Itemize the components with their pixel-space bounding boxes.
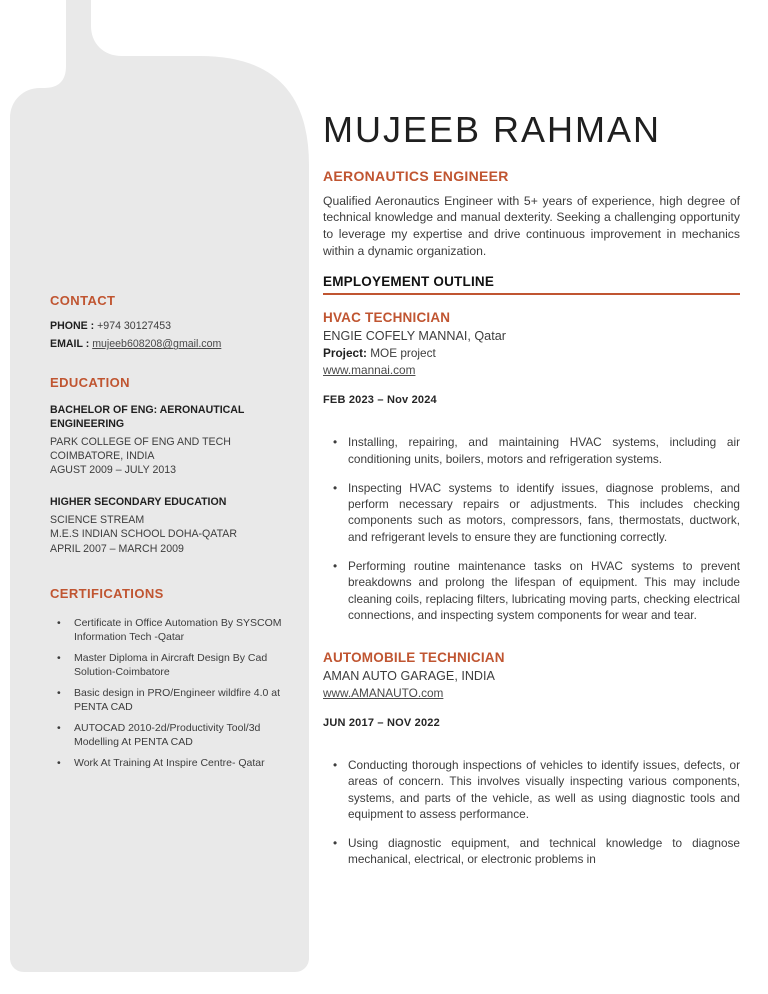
job-duties-list — [323, 757, 740, 868]
email-line — [50, 337, 296, 351]
certification-item: • Master Diploma in Aircraft Design By Cad Solution-Coimbatore — [50, 652, 296, 680]
job-company: ENGIE COFELY MANNAI, Qatar — [323, 329, 506, 344]
phone-line — [50, 319, 296, 333]
project-label: Project: — [323, 346, 367, 361]
company-website-link[interactable]: www.mannai.com — [323, 363, 416, 378]
certifications-section — [50, 586, 296, 771]
certifications-heading: CERTIFICATIONS — [50, 585, 164, 601]
education-dates: AGUST 2009 – JULY 2013 — [50, 464, 177, 477]
certification-item: • Certificate in Office Automation By SYSCOM Information Tech -Qatar — [50, 617, 296, 645]
sidebar — [50, 293, 296, 778]
job-company: AMAN AUTO GARAGE, INDIA — [323, 669, 495, 684]
education-school: PARK COLLEGE OF ENG AND TECH — [50, 435, 231, 448]
certification-item: • Work At Training At Inspire Centre- Qatar — [50, 757, 296, 771]
summary-text: Qualified Aeronautics Engineer with 5+ years of experience, high degree of technical knowledge and manual dexterity. Seeking a challenging opportunity to leverage my expertise and drive continuous improvement in mechanics within a dynamic organization. — [323, 193, 740, 258]
education-degree: HIGHER SECONDARY EDUCATION — [50, 495, 227, 508]
education-entry — [50, 404, 296, 478]
employment-outline-divider — [323, 274, 740, 295]
certification-item: • Basic design in PRO/Engineer wildfire 4.0 at PENTA CAD — [50, 687, 296, 715]
phone-value: +974 30127453 — [97, 320, 172, 332]
certification-item: • AUTOCAD 2010-2d/Productivity Tool/3d Modelling At PENTA CAD — [50, 722, 296, 750]
education-degree: BACHELOR OF ENG: AERONAUTICAL ENGINEERING — [50, 403, 245, 430]
certifications-list — [50, 617, 296, 771]
education-dates: APRIL 2007 – MARCH 2009 — [50, 542, 184, 555]
education-section — [50, 375, 296, 556]
contact-heading: CONTACT — [50, 293, 116, 308]
role-heading: AERONAUTICS ENGINEER — [323, 167, 509, 184]
education-heading: EDUCATION — [50, 374, 130, 390]
email-link[interactable]: mujeeb608208@gmail.com — [92, 338, 222, 351]
company-website-link[interactable]: www.AMANAUTO.com — [323, 686, 444, 701]
page-title: MUJEEB RAHMAN — [323, 109, 662, 150]
education-school: M.E.S INDIAN SCHOOL DOHA-QATAR — [50, 528, 237, 541]
job-title-hvac: HVAC TECHNICIAN — [323, 310, 451, 326]
project-value: MOE project — [370, 346, 436, 361]
job-dates: JUN 2017 – NOV 2022 — [323, 717, 440, 730]
job-duties-list — [323, 434, 740, 623]
education-entry — [50, 496, 296, 556]
job-duty: • Conducting thorough inspections of vehicles to identify issues, defects, or areas of concern. This involves visually inspecting various components, systems, and parts of the vehicle, as well as using diagnostic tools and equipment to assess performance. — [323, 757, 740, 822]
contact-section — [50, 293, 296, 352]
job-duty: • Using diagnostic equipment, and technical knowledge to diagnose mechanical, electrical, or electronic problems in — [323, 835, 740, 868]
email-label: EMAIL : — [50, 338, 90, 351]
job-duty: • Installing, repairing, and maintaining HVAC systems, including air conditioning units, boilers, motors and refrigeration systems. — [323, 434, 740, 467]
education-stream: SCIENCE STREAM — [50, 513, 145, 526]
job-duty: • Performing routine maintenance tasks on HVAC systems to prevent breakdowns and prolong the lifespan of equipment. This may include cleaning coils, replacing filters, lubricating moving parts, checking electrical connections, and inspecting system components for wear and tear. — [323, 558, 740, 623]
job-project-line — [323, 346, 740, 360]
main-content — [323, 110, 740, 881]
job-title-automobile: AUTOMOBILE TECHNICIAN — [323, 650, 505, 666]
job-duty: • Inspecting HVAC systems to identify issues, diagnose problems, and perform necessary repairs or adjustments. This includes checking components such as motors, compressors, fans, thermostats, ductwork, and refrigerant levels to ensure they are functioning correctly. — [323, 480, 740, 545]
employment-outline-heading: EMPLOYEMENT OUTLINE — [323, 274, 495, 290]
education-location: COIMBATORE, INDIA — [50, 449, 155, 462]
job-dates: FEB 2023 – Nov 2024 — [323, 394, 437, 407]
phone-label: PHONE : — [50, 320, 95, 332]
